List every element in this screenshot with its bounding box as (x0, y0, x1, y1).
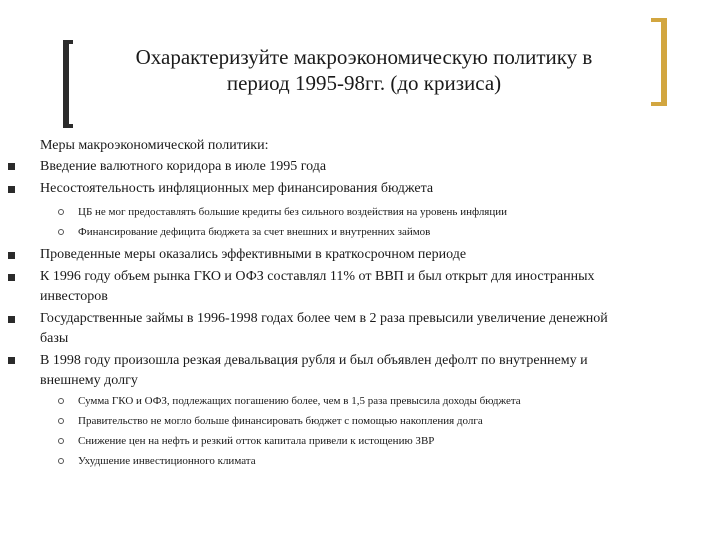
circle-bullet-icon (58, 229, 64, 235)
square-bullet-icon (8, 252, 15, 259)
square-bullet-icon (8, 163, 15, 170)
circle-bullet-icon (58, 438, 64, 444)
sub-line: Финансирование дефицита бюджета за счет внешних и внутренних займов (78, 226, 431, 238)
sub-line: Снижение цен на нефть и резкий отток капитала привели к истощению ЗВР (78, 435, 435, 447)
sub-line: Ухудшение инвестиционного климата (78, 455, 256, 467)
title-line-2: период 1995-98гг. (до кризиса) (226, 71, 502, 95)
square-bullet-icon (8, 186, 15, 193)
circle-bullet-icon (58, 418, 64, 424)
circle-bullet-icon (58, 458, 64, 464)
body-line: базы (40, 331, 69, 346)
body-line: Несостоятельность инфляционных мер финансирования бюджета (40, 181, 434, 196)
bracket-right-decoration (651, 18, 667, 106)
sub-line: Правительство не могло больше финансировать бюджет с помощью накопления долга (78, 415, 483, 427)
circle-bullet-icon (58, 398, 64, 404)
circle-bullet-icon (58, 209, 64, 215)
bracket-left-decoration (63, 40, 73, 128)
body-line: Введение валютного коридора в июле 1995 года (40, 159, 327, 174)
slide-title (90, 44, 638, 96)
sub-line: Сумма ГКО и ОФЗ, подлежащих погашению более, чем в 1,5 раза превысила доходы бюджета (78, 395, 521, 407)
body-line: Проведенные меры оказались эффективными в краткосрочном периоде (40, 247, 467, 262)
square-bullet-icon (8, 274, 15, 281)
body-line: инвесторов (40, 289, 108, 304)
body-line: В 1998 году произошла резкая девальвация рубля и был объявлен дефолт по внутреннему и (40, 353, 588, 368)
sub-line: ЦБ не мог предоставлять большие кредиты без сильного воздействия на уровень инфляции (78, 206, 508, 218)
title-line-1: Охарактеризуйте макроэкономическую политику в (135, 45, 593, 69)
body-line: Государственные займы в 1996-1998 годах более чем в 2 раза превысили увеличение денежной (40, 311, 608, 326)
body-line: внешнему долгу (40, 373, 138, 388)
body-line: Меры макроэкономической политики: (40, 138, 269, 153)
square-bullet-icon (8, 357, 15, 364)
body-line: К 1996 году объем рынка ГКО и ОФЗ составлял 11% от ВВП и был открыт для иностранных (40, 269, 595, 284)
square-bullet-icon (8, 316, 15, 323)
